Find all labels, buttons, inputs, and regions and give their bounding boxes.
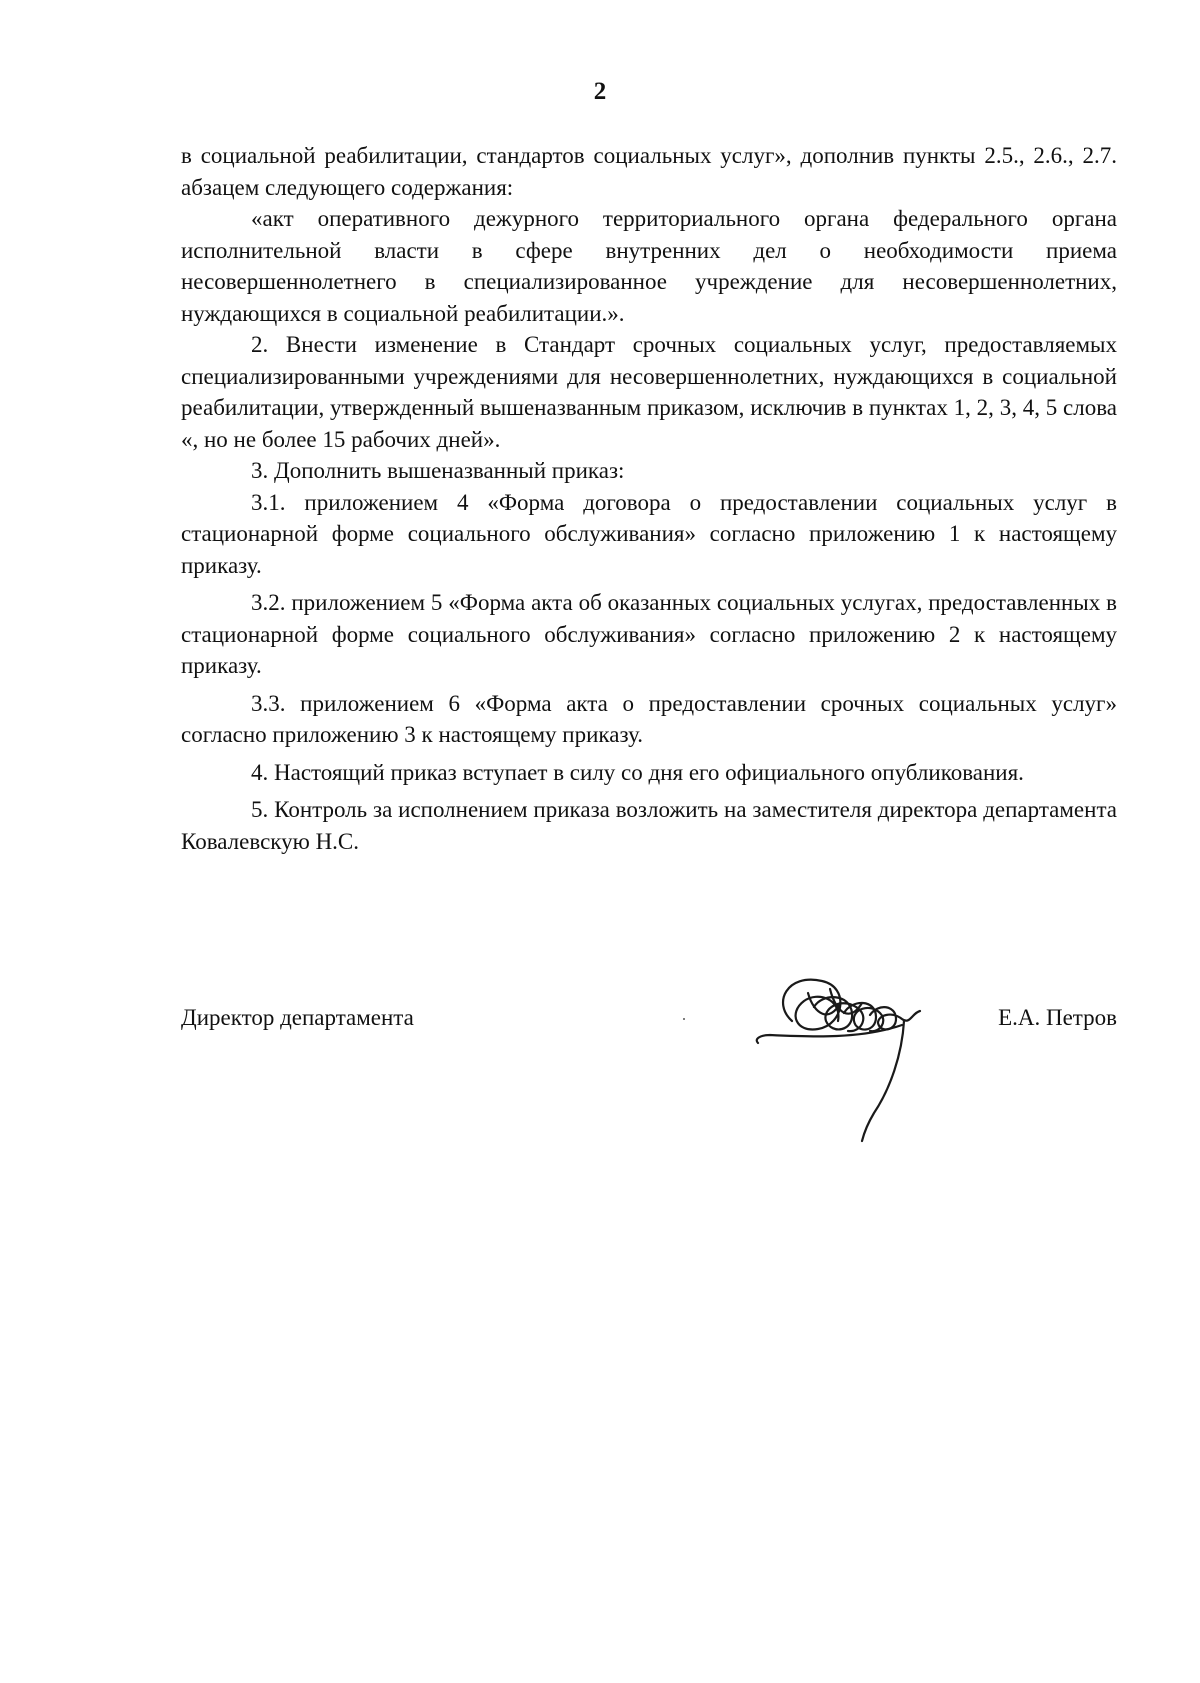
signature-block	[181, 1005, 1117, 1145]
page-number: 2	[593, 78, 607, 105]
paragraph-item-3-2: 3.2. приложением 5 «Форма акта об оказанных социальных услугах, предоставленных в стационарной форме социального обслуживания» согласно приложению 2 к настоящему приказу.	[181, 590, 1117, 678]
paragraph-item-5: 5. Контроль за исполнением приказа возложить на заместителя директора департамента Ковалевскую Н.С.	[181, 797, 1117, 854]
paragraph-continuation: в социальной реабилитации, стандартов социальных услуг», дополнив пункты 2.5., 2.6., 2.7. абзацем следующего содержания:	[181, 143, 1117, 200]
handwritten-signature-icon	[752, 963, 932, 1148]
paragraph-quoted-act: «акт оперативного дежурного территориального органа федерального органа исполнительной власти в сфере внутренних дел о необходимости приема несовершеннолетнего в специализированное учреждение для несовершеннолетних, нуждающихся в социальной реабилитации.».	[181, 206, 1117, 326]
paragraph-item-3-1: 3.1. приложением 4 «Форма договора о предоставлении социальных услуг в стационарной форме социального обслуживания» согласно приложению 1 к настоящему приказу.	[181, 489, 1117, 578]
signatory-name: Е.А. Петров	[998, 1005, 1117, 1030]
paragraph-item-3: 3. Дополнить вышеназванный приказ:	[251, 458, 625, 483]
signatory-position: Директор департамента	[181, 1005, 414, 1030]
document-body	[181, 140, 1117, 857]
paragraph-item-4: 4. Настоящий приказ вступает в силу со дня его официального опубликования.	[251, 759, 1024, 785]
paragraph-item-3-3: 3.3. приложением 6 «Форма акта о предоставлении срочных социальных услуг» согласно приложению 3 к настоящему приказу.	[181, 690, 1117, 747]
paragraph-item-2: 2. Внести изменение в Стандарт срочных социальных услуг, предоставляемых специализированными учреждениями для несовершеннолетних, нуждающихся в социальной реабилитации, утвержденный вышеназванным приказом, исключив в пунктах 1, 2, 3, 4, 5 слова «, но не более 15 рабочих дней».	[181, 332, 1117, 452]
